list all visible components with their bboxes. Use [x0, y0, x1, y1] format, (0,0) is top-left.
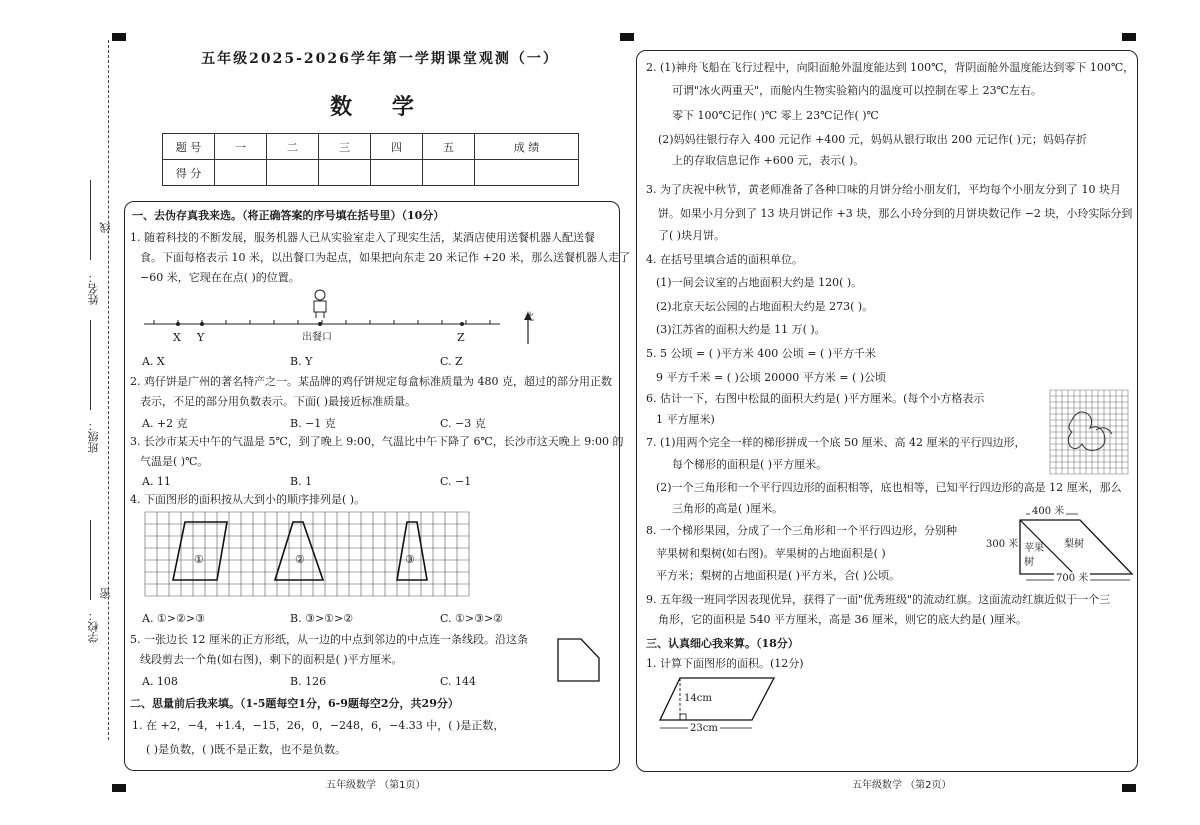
orchard-bottom-label: 700 米	[1056, 573, 1089, 584]
score-table	[162, 133, 579, 186]
binding-dashed-line	[108, 40, 109, 740]
exam-title: 五年级2025-2026学年第一学期课堂观测（一）	[201, 51, 559, 67]
q1-line1: 1. 随着科技的不断发展，服务机器人已从实验室走入了现实生活，某酒店使用送餐机器人配送餐	[130, 231, 595, 244]
registration-mark	[112, 33, 126, 41]
start-label: 出餐口	[302, 332, 332, 343]
score-header-cell: 三	[319, 134, 371, 160]
q3-line2: 气温是( )℃。	[140, 455, 209, 468]
parallelogram-height-label: 14cm	[684, 693, 712, 704]
registration-mark	[1122, 784, 1136, 792]
s2-q1-line1: 1. 在 +2，−4，+1.4，−15，26，0，−248，6，−4.33 中，( )是正数，	[132, 719, 505, 732]
score-header-cell: 题 号	[163, 134, 215, 160]
q3-option-c[interactable]: C. −1	[440, 475, 472, 488]
q2-option-c[interactable]: C. −3 克	[440, 417, 486, 430]
r-q3-line3: 了( )块月饼。	[658, 229, 726, 242]
r-q2-line4: (2)妈妈往银行存入 400 元记作 +400 元，妈妈从银行取出 200 元记作( )元；妈妈存折	[658, 133, 1087, 146]
r-q4-item2: (2)北京天坛公园的占地面积大约是 273( )。	[656, 300, 874, 313]
q1-option-b[interactable]: B. Y	[290, 355, 313, 368]
r-q8-line1: 8. 一个梯形果园，分成了一个三角形和一个平行四边形，分别种	[646, 524, 957, 537]
parallelogram-base-label: 23cm	[690, 723, 718, 734]
r-q4-item3: (3)江苏省的面积大约是 11 万( )。	[656, 323, 826, 336]
score-input-cell[interactable]	[423, 160, 475, 186]
score-header-cell: 四	[371, 134, 423, 160]
s2-q1-line2: ( )是负数，( )既不是正数，也不是负数。	[146, 743, 347, 756]
page-1-footer: 五年级数学 （第1页）	[326, 780, 426, 791]
name-blank-line	[90, 180, 91, 260]
r-q7-line2: 每个梯形的面积是( )平方厘米。	[672, 458, 828, 471]
name-label: 姓名：	[87, 272, 100, 305]
point-z-label: Z	[457, 331, 465, 344]
q4-option-b[interactable]: B. ③>①>②	[290, 612, 354, 625]
q4-line: 4. 下面图形的面积按从大到小的顺序排列是( )。	[130, 493, 366, 506]
r-q7-line3: (2)一个三角形和一个平行四边形的面积相等，底也相等，已知平行四边形的高是 12 厘米，那么	[656, 481, 1122, 494]
orchard-left-label: 300 米	[986, 539, 1019, 550]
q2-option-a[interactable]: A. +2 克	[142, 417, 188, 430]
score-header-cell: 一	[215, 134, 267, 160]
robot-icon	[314, 290, 326, 318]
r-q2-line3: 零下 100℃记作( )℃ 零上 23℃记作( )℃	[672, 109, 879, 122]
r-q6-line1: 6. 估计一下，右图中松鼠的面积大约是( )平方厘米。(每个小方格表示	[646, 392, 985, 405]
class-blank-line	[90, 320, 91, 410]
score-input-cell[interactable]	[319, 160, 371, 186]
r-q8-line3: 平方米；梨树的占地面积是( )平方米，合( )公顷。	[656, 569, 901, 582]
score-input-cell[interactable]	[371, 160, 423, 186]
section-2-title: 二、思量前后我来填。（1-5题每空1分，6-9题每空2分，共29分）	[130, 697, 459, 710]
point-y-label: Y	[197, 331, 205, 344]
q2-line2: 表示，不足的部分用负数表示。下面( )最接近标准质量。	[140, 395, 417, 408]
q4-option-c[interactable]: C. ①>③>②	[440, 612, 504, 625]
score-input-cell[interactable]	[475, 160, 579, 186]
page-2-footer: 五年级数学 （第2页）	[852, 780, 952, 791]
shape-1-label: ①	[194, 553, 204, 566]
r-q7-line1: 7. (1)用两个完全一样的梯形拼成一个底 50 厘米、高 42 厘米的平行四边形，	[646, 436, 1026, 449]
r-q6-line2: 1 平方厘米)	[656, 413, 715, 426]
score-row-label: 得 分	[163, 160, 215, 186]
school-blank-line	[90, 520, 91, 600]
r-q5-line1: 5. 5 公顷 = ( )平方米 400 公顷 = ( )平方千米	[646, 347, 877, 360]
q5-option-c[interactable]: C. 144	[440, 675, 477, 688]
q1-line2: 食。下面每格表示 10 米，以出餐口为起点，如果把向东走 20 米记作 +20 米，那么送餐机器人走了	[140, 251, 631, 264]
squirrel-grid-figure	[1050, 390, 1128, 474]
section-3-title: 三、认真细心我来算。（18分）	[646, 637, 799, 650]
north-label: 北	[524, 312, 534, 323]
r-q4-item1: (1)一间会议室的占地面积大约是 120( )。	[656, 276, 863, 289]
q3-option-b[interactable]: B. 1	[290, 475, 313, 488]
registration-mark	[1122, 33, 1136, 41]
binding-strip	[60, 160, 110, 720]
r-q2-line1: 2. (1)神舟飞船在飞行过程中，向阳面舱外温度能达到 100℃，背阴面舱外温度能达到零下 100℃，	[646, 61, 1135, 74]
score-input-cell[interactable]	[267, 160, 319, 186]
orchard-apple-label: 苹果树	[1024, 543, 1044, 568]
point-x-label: X	[173, 331, 181, 344]
q5-option-b[interactable]: B. 126	[290, 675, 327, 688]
cut-square-figure	[557, 638, 601, 682]
score-header-cell: 五	[423, 134, 475, 160]
section-1-title: 一、去伪存真我来选。（将正确答案的序号填在括号里）（10分）	[132, 209, 445, 222]
orchard-pear-label: 梨树	[1064, 539, 1084, 550]
q2-line1: 2. 鸡仔饼是广州的著名特产之一。某品牌的鸡仔饼规定每盒标准质量为 480 克，超过的部分用正数	[130, 375, 612, 388]
score-input-cell[interactable]	[215, 160, 267, 186]
line-mark: 线	[99, 222, 112, 233]
r-q8-line2: 苹果树和梨树(如右图)。苹果树的占地面积是( )	[656, 547, 886, 560]
q1-option-a[interactable]: A. X	[142, 355, 165, 368]
q5-line1: 5. 一张边长 12 厘米的正方形纸，从一边的中点到邻边的中点连一条线段。沿这条	[130, 633, 528, 646]
r-q2-line2: 可谓"冰火两重天"，而舱内生物实验箱内的温度可以控制在零上 23℃左右。	[672, 84, 1042, 97]
registration-mark	[620, 33, 634, 41]
s3-q1-line: 1. 计算下面图形的面积。(12分)	[646, 657, 804, 670]
school-label: 学校：	[87, 610, 100, 643]
r-q5-line2: 9 平方千米 = ( )公顷 20000 平方米 = ( )公顷	[656, 371, 887, 384]
squirrel-icon	[1068, 412, 1112, 450]
q2-option-b[interactable]: B. −1 克	[290, 417, 336, 430]
q1-option-c[interactable]: C. Z	[440, 355, 463, 368]
shape-3-label: ③	[405, 553, 415, 566]
orchard-top-label: 400 米	[1032, 506, 1065, 517]
r-q7-line4: 三角形的高是( )厘米。	[672, 502, 784, 515]
shape-2-label: ②	[295, 553, 305, 566]
q3-option-a[interactable]: A. 11	[142, 475, 171, 488]
q4-option-a[interactable]: A. ①>②>③	[142, 612, 205, 625]
r-q4-title: 4. 在括号里填合适的面积单位。	[646, 253, 803, 266]
subject-title: 数 学	[330, 94, 430, 120]
r-q3-line2: 饼。如果小月分到了 13 块月饼记作 +3 块，那么小玲分到的月饼块数记作 −2 块，小玲实际分到	[658, 207, 1133, 220]
registration-mark	[112, 784, 126, 792]
q5-option-a[interactable]: A. 108	[142, 675, 178, 688]
score-header-cell: 二	[267, 134, 319, 160]
r-q2-line5: 上的存取信息记作 +600 元，表示( )。	[672, 154, 865, 167]
seal-mark: 密	[99, 588, 112, 599]
q5-line2: 线段剪去一个角(如右图)，剩下的面积是( )平方厘米。	[140, 653, 403, 666]
r-q9-line1: 9. 五年级一班同学因表现优异，获得了一面"优秀班级"的流动红旗。这面流动红旗近似于一个三	[646, 593, 1111, 606]
q1-line3: −60 米，它现在在点( )的位置。	[140, 271, 300, 284]
q3-line1: 3. 长沙市某天中午的气温是 5℃，到了晚上 9:00，气温比中午下降了 6℃，长沙市这天晚上 9:00 的	[130, 435, 624, 448]
r-q9-line2: 角形，它的面积是 540 平方厘米，高是 36 厘米，则它的底大约是( )厘米。	[658, 613, 1028, 626]
class-label: 班级：	[87, 420, 100, 453]
score-header-cell: 成 绩	[475, 134, 579, 160]
r-q3-line1: 3. 为了庆祝中秋节，黄老师准备了各种口味的月饼分给小朋友们，平均每个小朋友分到了 10 块月	[646, 183, 1121, 196]
